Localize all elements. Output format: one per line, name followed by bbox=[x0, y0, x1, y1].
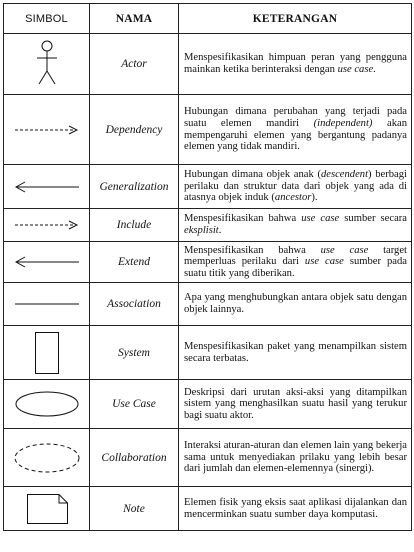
row-description bbox=[179, 429, 412, 487]
uml-symbol-table bbox=[3, 3, 412, 531]
solid-hollow-arrow-left-icon bbox=[11, 254, 83, 270]
actor-stick-figure-icon bbox=[32, 39, 62, 89]
symbol-cell bbox=[4, 429, 90, 487]
row-description bbox=[179, 34, 412, 95]
symbol-cell bbox=[4, 283, 90, 326]
table-row-note bbox=[4, 487, 412, 531]
row-name: Association bbox=[90, 283, 179, 326]
table-row-extend bbox=[4, 242, 412, 283]
description-text bbox=[184, 106, 407, 152]
description-segment: Deskripsi dari urutan aksi-aksi yang ditampilkan sistem yang menghasilkan suatu hasil yang terukur bagi suatu aktor. bbox=[184, 386, 407, 421]
description-text bbox=[184, 169, 407, 204]
row-name: Collaboration bbox=[90, 429, 179, 487]
table-row-generalization bbox=[4, 165, 412, 209]
description-italic-term: use case bbox=[304, 256, 344, 268]
table-row-dependency bbox=[4, 95, 412, 165]
dashed-ellipse-icon bbox=[11, 441, 83, 475]
description-italic-term: use case bbox=[301, 213, 340, 225]
header-description: KETERANGAN bbox=[179, 4, 412, 34]
symbol-cell bbox=[4, 487, 90, 531]
row-name: System bbox=[90, 326, 179, 380]
table-header-row bbox=[4, 4, 412, 34]
description-segment: Menspesifikasikan paket yang menampilkan sistem secara terbatas. bbox=[184, 340, 407, 364]
description-text bbox=[184, 387, 407, 422]
table-row-system bbox=[4, 326, 412, 380]
description-italic-term: use case bbox=[337, 64, 374, 75]
description-segment: ). bbox=[311, 192, 318, 204]
description-segment: Hubungan dimana perubahan yang terjadi pada suatu elemen mandiri bbox=[184, 106, 407, 129]
description-text bbox=[184, 213, 407, 236]
symbol-cell bbox=[4, 380, 90, 429]
description-italic-term: (independent) bbox=[313, 117, 373, 129]
description-segment: target memperluas perilaku dari bbox=[184, 244, 407, 268]
description-italic-term: use case bbox=[320, 244, 369, 256]
description-text bbox=[184, 245, 407, 280]
row-description bbox=[179, 95, 412, 165]
description-segment: Menspesifikasikan himpuan peran yang pengguna mainkan ketika berinteraksi dengan bbox=[184, 52, 407, 75]
row-description bbox=[179, 380, 412, 429]
description-text bbox=[184, 497, 407, 520]
symbol-cell bbox=[4, 165, 90, 209]
description-segment: Interaksi aturan-aturan dan elemen lain yang bekerja sama untuk menyediakan prilaku yang lebih besar dari jumlah dan elemen-elemennya (sinergi). bbox=[184, 440, 407, 475]
table-row-include bbox=[4, 209, 412, 242]
description-text bbox=[184, 440, 407, 475]
row-name: Dependency bbox=[90, 95, 179, 165]
ellipse-icon bbox=[12, 389, 82, 419]
row-name: Extend bbox=[90, 242, 179, 283]
row-description bbox=[179, 326, 412, 380]
table-row-use-case bbox=[4, 380, 412, 429]
symbol-cell bbox=[4, 34, 90, 95]
description-segment: sumber secara bbox=[339, 213, 408, 225]
row-name: Use Case bbox=[90, 380, 179, 429]
header-name: NAMA bbox=[90, 4, 179, 34]
description-segment: Menspesifikasikan bahwa bbox=[184, 244, 321, 256]
symbol-cell bbox=[4, 95, 90, 165]
row-name: Actor bbox=[90, 34, 179, 95]
table-row-actor bbox=[4, 34, 412, 95]
description-segment: sumber pada suatu titik yang diberikan. bbox=[184, 256, 407, 279]
dashed-arrow-right-icon bbox=[11, 218, 83, 232]
note-folded-corner-icon bbox=[23, 492, 71, 526]
symbol-cell bbox=[4, 242, 90, 283]
description-segment: ) berbagi perilaku dan struktur data dari objek yang ada di atasnya objek induk ( bbox=[184, 169, 407, 204]
description-segment: Apa yang menghubungkan antara objek satu dengan objek lainnya. bbox=[184, 292, 407, 315]
header-symbol: SIMBOL bbox=[4, 4, 90, 34]
description-italic-term: descendent bbox=[320, 169, 369, 181]
rectangle-icon bbox=[32, 331, 62, 375]
solid-line-icon bbox=[11, 299, 83, 309]
description-segment: Elemen fisik yang eksis saat aplikasi dijalankan dan mencerminkan suatu sumber daya komputasi. bbox=[184, 496, 407, 520]
description-text bbox=[184, 52, 407, 75]
row-name: Note bbox=[90, 487, 179, 531]
description-segment: Menspesifikasikan bahwa bbox=[184, 213, 302, 225]
row-name: Generalization bbox=[90, 165, 179, 209]
solid-hollow-arrow-left-icon bbox=[11, 179, 83, 195]
table-row-association bbox=[4, 283, 412, 326]
row-description bbox=[179, 242, 412, 283]
description-segment: . bbox=[373, 64, 376, 75]
description-italic-term: eksplisit bbox=[184, 225, 219, 236]
description-segment: Hubungan dimana objek anak ( bbox=[184, 169, 321, 181]
symbol-cell bbox=[4, 209, 90, 242]
row-name: Include bbox=[90, 209, 179, 242]
row-description bbox=[179, 209, 412, 242]
description-segment: akan mempengaruhi elemen yang bergantung padanya elemen yang tidak mandiri. bbox=[184, 117, 407, 153]
description-text bbox=[184, 341, 407, 364]
row-description bbox=[179, 487, 412, 531]
row-description bbox=[179, 283, 412, 326]
description-segment: . bbox=[218, 225, 222, 236]
description-text bbox=[184, 292, 407, 315]
table-row-collaboration bbox=[4, 429, 412, 487]
description-italic-term: ancestor bbox=[274, 192, 312, 204]
row-description bbox=[179, 165, 412, 209]
dashed-arrow-icon bbox=[11, 123, 83, 137]
symbol-cell bbox=[4, 326, 90, 380]
